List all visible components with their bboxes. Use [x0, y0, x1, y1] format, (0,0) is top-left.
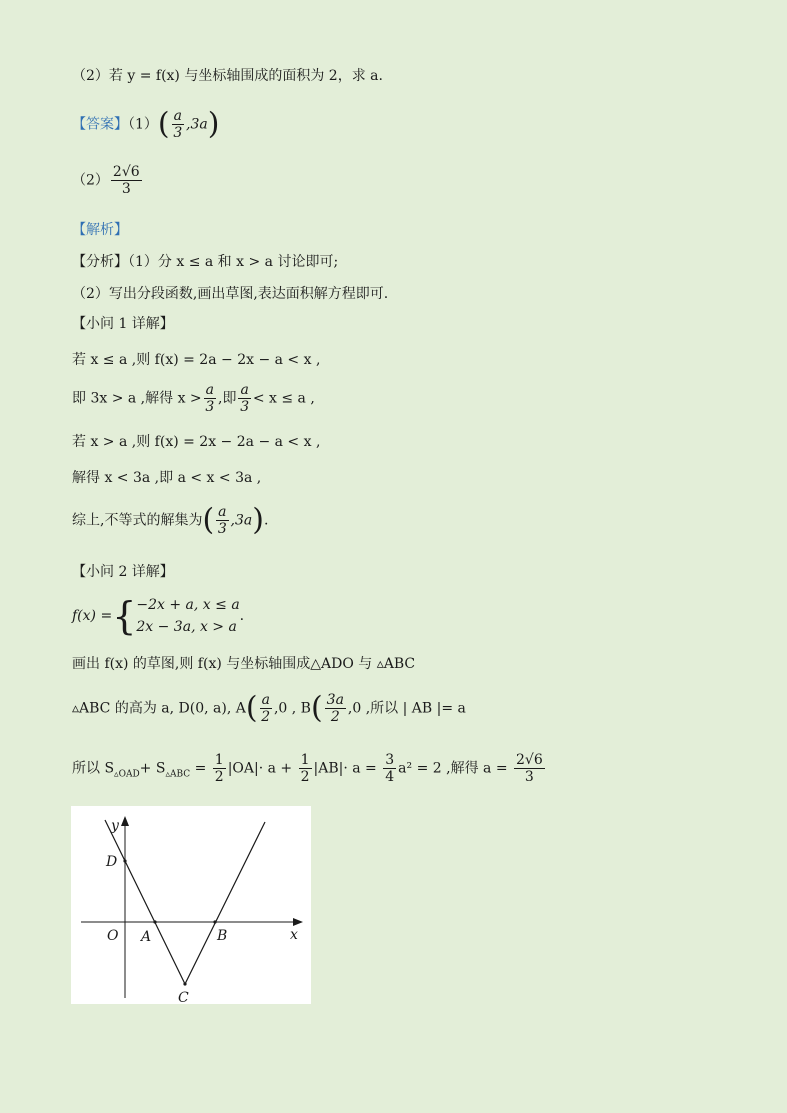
sub2-line-3: 所以 $S_{▵OAD}+ S_{▵ABC}$ = $\frac{1}{2}$ |OA|· a + $\frac{1}{2}$ |AB|· a = $\frac{3}{4}$ a² = 2 ,解得 a = $\frac{2√6}{3}$ — [72, 752, 543, 785]
question-2: （2）若 y = f(x) 与坐标轴围成的面积为 2，求 a. — [72, 68, 383, 84]
answer-line-2: （2） $\frac{2√6}{3}$ — [72, 164, 140, 197]
function-graph — [71, 806, 311, 1004]
label-y: y — [111, 818, 119, 834]
answer-tag: 【答案】 — [72, 116, 128, 133]
piecewise-function: f(x) ={ −2x + a, x ≤ a 2x − 3a, x > a . — [72, 594, 245, 638]
label-d: D — [106, 854, 118, 870]
point-c — [183, 982, 186, 985]
sub2-title: 【小问 2 详解】 — [72, 564, 174, 580]
point-a — [153, 920, 156, 923]
answer-line-1: 【答案】（1）( $\frac{a}{3}$ ,3a) — [72, 106, 220, 142]
point-d — [123, 859, 126, 862]
sub1-line-4: 解得 x < 3a ,即 a < x < 3a , — [72, 470, 262, 486]
sub1-line-5: 综上,不等式的解集为( $\frac{a}{3}$ ,3a). — [72, 502, 269, 538]
sub1-line-2: 即 3x > a ,解得 x > $\frac{a}{3}$ ,即 $\frac{a}{3}$ < x ≤ a , — [72, 382, 315, 415]
graph-svg — [71, 806, 311, 1004]
sub2-line-1: 画出 f(x) 的草图,则 f(x) 与坐标轴围成△ADO 与 ▵ABC — [72, 656, 416, 672]
x-axis-arrow-icon — [293, 918, 303, 926]
y-axis-arrow-icon — [121, 816, 129, 826]
function-curve — [105, 820, 265, 984]
label-a: A — [141, 929, 152, 945]
analysis-line-1: 【分析】（1）分 x ≤ a 和 x > a 讨论即可; — [72, 254, 339, 270]
sub1-line-1: 若 x ≤ a ,则 f(x) = 2a − 2x − a < x , — [72, 352, 321, 368]
sub1-line-3: 若 x > a ,则 f(x) = 2x − 2a − a < x , — [72, 434, 321, 450]
label-x: x — [290, 927, 298, 943]
sub2-line-2: ▵ABC 的高为 a, D(0, a), A( $\frac{a}{2}$ ,0 , B( $\frac{3a}{2}$ ,0 ,所以 | AB |= a — [72, 690, 466, 726]
point-b — [213, 920, 216, 923]
analysis-line-2: （2）写出分段函数,画出草图,表达面积解方程即可. — [72, 286, 389, 302]
sub1-title: 【小问 1 详解】 — [72, 316, 174, 332]
analysis-tag: 【解析】 — [72, 222, 128, 238]
label-c: C — [178, 990, 189, 1004]
label-o: O — [107, 928, 119, 944]
label-b: B — [217, 928, 228, 944]
